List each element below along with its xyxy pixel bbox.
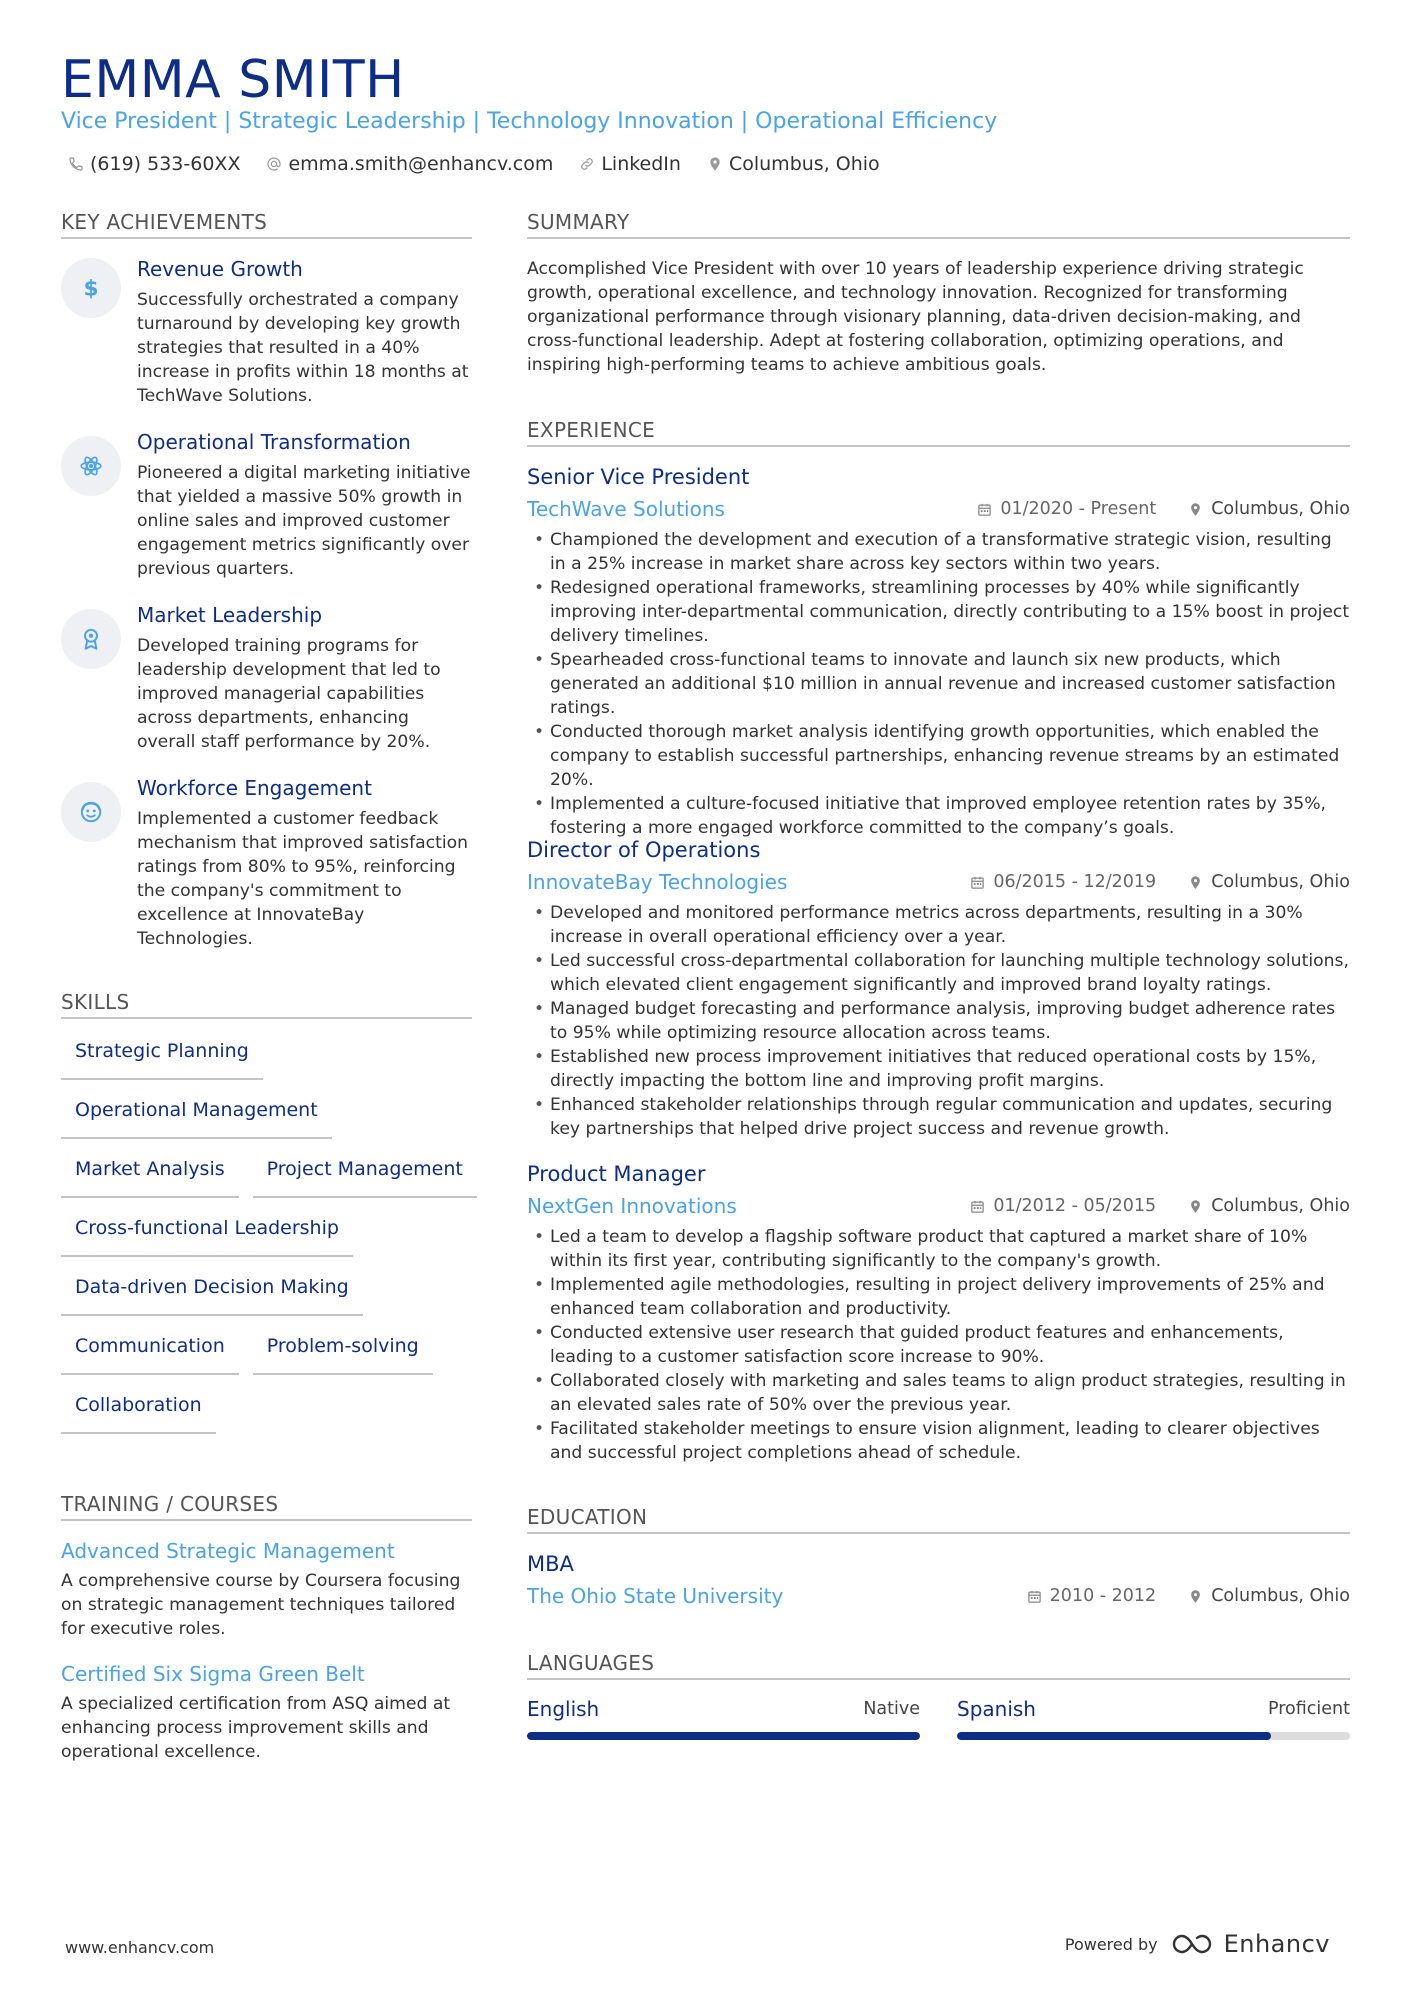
footer-website[interactable]: www.enhancv.com [65, 1938, 215, 1957]
skill-row [61, 1394, 472, 1453]
language-bar [957, 1732, 1350, 1740]
bullet-item: • Led a team to develop a flagship software product that captured a market share of 10% within its first year, contributing significantly to the company's growth. [527, 1225, 1350, 1273]
job-dates: 01/2020 - Present [1000, 499, 1157, 519]
bullet-item: • Developed and monitored performance metrics across departments, resulting in a 30% increase in overall operational efficiency over a year. [527, 901, 1350, 949]
contact-linkedin-text: LinkedIn [601, 153, 681, 175]
contact-email-text: emma.smith@enhancv.com [288, 153, 554, 175]
phone-icon [68, 156, 84, 172]
link-icon [579, 156, 595, 172]
location-icon [1188, 1589, 1203, 1604]
skill-tag: Market Analysis [61, 1158, 239, 1198]
job-location: Columbus, Ohio [1211, 872, 1350, 892]
achievement-item [61, 257, 472, 407]
achievement-desc: Pioneered a digital marketing initiative that yielded a massive 50% growth in online sales and improved customer engagement metrics significantly over previous quarters. [137, 463, 471, 579]
bullet-item: • Conducted extensive user research that guided product features and enhancements, leading to a customer satisfaction score increase to 90%. [527, 1321, 1350, 1369]
section-title-achievements: KEY ACHIEVEMENTS [61, 210, 472, 239]
achievement-desc: Successfully orchestrated a company turnaround by developing key growth strategies that resulted in a 40% increase in profits within 18 months at TechWave Solutions. [137, 290, 469, 406]
language-bar-fill [957, 1732, 1271, 1740]
section-title-education: EDUCATION [527, 1505, 1350, 1534]
award-icon [78, 626, 104, 652]
bullet-item: • Implemented a culture-focused initiative that improved employee retention rates by 35%, fostering a more engaged workforce committed to the company’s goals. [527, 792, 1350, 840]
skill-row [61, 1276, 472, 1335]
education-location: Columbus, Ohio [1211, 1586, 1350, 1606]
skill-tag: Collaboration [61, 1394, 216, 1434]
skill-tag: Project Management [253, 1158, 477, 1198]
skill-tag: Operational Management [61, 1099, 332, 1139]
job-meta [970, 872, 1350, 892]
bullet-item: • Spearheaded cross-functional teams to innovate and launch six new products, which generated an additional $10 million in annual revenue and increased customer satisfaction ratings. [527, 648, 1350, 720]
bullet-item: • Established new process improvement initiatives that reduced operational costs by 15%, directly impacting the bottom line and improving profit margins. [527, 1045, 1350, 1093]
job-location: Columbus, Ohio [1211, 499, 1350, 519]
achievement-title: Operational Transformation [137, 430, 411, 454]
course-desc: A specialized certification from ASQ aimed at enhancing process improvement skills and operational excellence. [61, 1694, 451, 1762]
achievement-desc: Implemented a customer feedback mechanism that improved satisfaction ratings from 80% to 95%, reinforcing the company's commitment to excellence at InnovateBay Technologies. [137, 809, 469, 949]
contact-bar [68, 153, 880, 175]
footer-branding [1065, 1930, 1330, 1958]
job-title: Director of Operations [527, 838, 761, 862]
bullet-item: • Facilitated stakeholder meetings to ensure vision alignment, leading to clearer objectives and successful project completions ahead of schedule. [527, 1417, 1350, 1465]
section-title-skills: SKILLS [61, 990, 472, 1019]
calendar-icon [1027, 1589, 1042, 1604]
calendar-icon [970, 875, 985, 890]
bullet-item: • Led successful cross-departmental collaboration for launching multiple technology solutions, which elevated client engagement significantly and improved brand loyalty ratings. [527, 949, 1350, 997]
job-company: NextGen Innovations [527, 1194, 737, 1218]
achievement-title: Market Leadership [137, 603, 323, 627]
location-icon [1188, 502, 1203, 517]
achievement-item [61, 430, 472, 580]
language-level: Native [863, 1699, 920, 1719]
education-school: The Ohio State University [527, 1584, 784, 1608]
contact-email[interactable] [266, 153, 553, 175]
skill-row [61, 1158, 472, 1217]
bullet-item: • Implemented agile methodologies, resulting in project delivery improvements of 25% and enhanced team collaboration and productivity. [527, 1273, 1350, 1321]
course-title: Advanced Strategic Management [61, 1539, 395, 1563]
skill-tag: Problem-solving [253, 1335, 433, 1375]
skill-row [61, 1217, 472, 1276]
bullet-item: • Collaborated closely with marketing and sales teams to align product strategies, resulting in an elevated sales rate of 50% over the previous year. [527, 1369, 1350, 1417]
job-location: Columbus, Ohio [1211, 1196, 1350, 1216]
skill-tag: Cross-functional Leadership [61, 1217, 353, 1257]
language-level: Proficient [1268, 1699, 1350, 1719]
job-dates: 01/2012 - 05/2015 [993, 1196, 1157, 1216]
education-meta [1027, 1586, 1350, 1606]
language-name: English [527, 1697, 600, 1721]
language-name: Spanish [957, 1697, 1036, 1721]
candidate-tagline: Vice President | Strategic Leadership | Technology Innovation | Operational Efficiency [61, 109, 998, 134]
candidate-name: EMMA SMITH [61, 50, 405, 110]
achievement-icon-wrap [61, 436, 121, 496]
achievement-item [61, 603, 472, 753]
enhancv-logo-icon [1172, 1932, 1216, 1956]
brand-logo[interactable] [1172, 1930, 1330, 1958]
contact-phone [68, 153, 240, 175]
skill-row [61, 1040, 472, 1099]
job-title: Senior Vice President [527, 465, 750, 489]
location-icon [707, 156, 723, 172]
achievement-title: Revenue Growth [137, 257, 303, 281]
calendar-icon [977, 502, 992, 517]
at-icon [266, 156, 282, 172]
achievement-icon-wrap [61, 258, 121, 318]
skills-list [61, 1040, 472, 1453]
job-meta [977, 499, 1350, 519]
job-meta [970, 1196, 1350, 1216]
achievement-title: Workforce Engagement [137, 776, 372, 800]
job-bullets [527, 528, 1350, 840]
achievement-item [61, 776, 472, 949]
skill-tag: Communication [61, 1335, 239, 1375]
education-degree: MBA [527, 1552, 574, 1576]
bullet-item: • Enhanced stakeholder relationships through regular communication and updates, securing key partnerships that helped drive project success and revenue growth. [527, 1093, 1350, 1141]
job-bullets [527, 1225, 1350, 1465]
skill-row [61, 1099, 472, 1158]
skill-tag: Data-driven Decision Making [61, 1276, 363, 1316]
summary-text: Accomplished Vice President with over 10 years of leadership experience driving strategic growth, operational excellence, and technology innovation. Recognized for transforming organizational performance through visionary planning, data-driven decision-making, and cross-functional leadership. Adept at fostering collaboration, optimizing operations, and inspiring high-performing teams to achieve ambitious goals. [527, 259, 1304, 375]
skill-tag: Strategic Planning [61, 1040, 263, 1080]
job-bullets [527, 901, 1350, 1141]
skill-row [61, 1335, 472, 1394]
contact-phone-text: (619) 533-60XX [90, 153, 241, 175]
achievement-desc: Developed training programs for leadership development that led to improved managerial capabilities across departments, enhancing overall staff performance by 20%. [137, 636, 441, 752]
language-bar-fill [527, 1732, 920, 1740]
education-dates: 2010 - 2012 [1049, 1586, 1157, 1606]
contact-linkedin[interactable] [579, 153, 681, 175]
svg-text:$: $ [83, 276, 99, 301]
job-title: Product Manager [527, 1162, 706, 1186]
language-bar [527, 1732, 920, 1740]
section-title-experience: EXPERIENCE [527, 418, 1350, 447]
bullet-item: • Conducted thorough market analysis identifying growth opportunities, which enabled the company to establish successful partnerships, enhancing revenue streams by an estimated 20%. [527, 720, 1350, 792]
bullet-item: • Managed budget forecasting and performance analysis, improving budget adherence rates to 95% while optimizing resource allocation across teams. [527, 997, 1350, 1045]
location-icon [1188, 1199, 1203, 1214]
section-title-training: TRAINING / COURSES [61, 1492, 472, 1521]
bullet-item: • Championed the development and execution of a transformative strategic vision, resulting in a 25% increase in market share across key sectors within two years. [527, 528, 1350, 576]
dollar-icon [78, 275, 104, 301]
people-icon [78, 799, 104, 825]
contact-location-text: Columbus, Ohio [728, 153, 880, 175]
job-company: InnovateBay Technologies [527, 870, 788, 894]
bullet-item: • Redesigned operational frameworks, streamlining processes by 40% while significantly improving inter-departmental communication, directly contributing to a 15% boost in project delivery timelines. [527, 576, 1350, 648]
location-icon [1188, 875, 1203, 890]
job-dates: 06/2015 - 12/2019 [993, 872, 1157, 892]
job-company: TechWave Solutions [527, 497, 725, 521]
brand-name: Enhancv [1223, 1930, 1330, 1958]
section-title-summary: SUMMARY [527, 210, 1350, 239]
powered-by-label: Powered by [1064, 1934, 1158, 1954]
achievement-icon-wrap [61, 782, 121, 842]
achievement-icon-wrap [61, 609, 121, 669]
atom-icon [78, 453, 104, 479]
contact-location [707, 153, 880, 175]
course-title: Certified Six Sigma Green Belt [61, 1662, 365, 1686]
course-desc: A comprehensive course by Coursera focusing on strategic management techniques tailored for executive roles. [61, 1571, 461, 1639]
calendar-icon [970, 1199, 985, 1214]
section-title-languages: LANGUAGES [527, 1651, 1350, 1680]
